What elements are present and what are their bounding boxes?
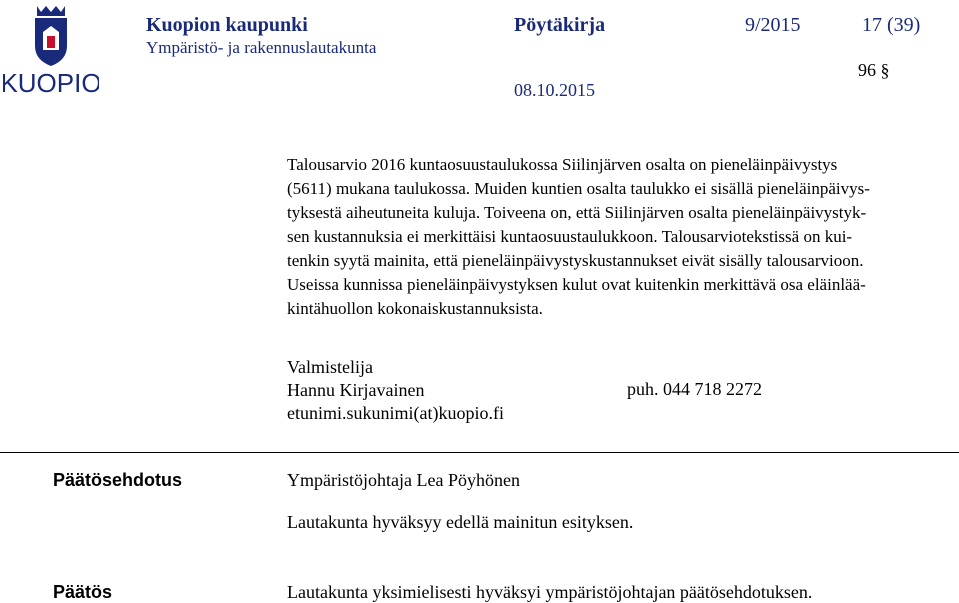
section-number: 96 § <box>858 60 890 80</box>
preparer-name: Hannu Kirjavainen <box>287 380 425 400</box>
decision-label: Päätös <box>53 582 113 602</box>
document-type: Pöytäkirja <box>514 14 606 36</box>
preparer-block <box>287 356 504 425</box>
page-number: 17 (39) <box>862 14 921 36</box>
body-line: Talousarvio 2016 kuntaosuustaulukossa Siilinjärven osalta on pieneläinpäivystys <box>287 155 838 174</box>
body-line: kintähuollon kokonaiskustannuksista. <box>287 299 543 318</box>
proposal-proposer: Ympäristöjohtaja Lea Pöyhönen <box>287 470 520 490</box>
organization-name: Kuopion kaupunki <box>146 14 308 36</box>
preparer-email: etunimi.sukunimi(at)kuopio.fi <box>287 403 504 423</box>
kuopio-logo <box>3 2 99 98</box>
meeting-date: 08.10.2015 <box>514 80 595 100</box>
body-line: tenkin syytä mainita, että pieneläinpäivystyskustannukset eivät sisälly talousarvioon. <box>287 251 864 270</box>
body-line: tyksestä aiheutuneita kuluja. Toiveena on, että Siilinjärven osalta pieneläinpäivystyk- <box>287 203 867 222</box>
body-line: Useissa kunnissa pieneläinpäivystyksen kulut ovat kuitenkin merkittävä osa eläinlää- <box>287 275 866 294</box>
preparer-heading: Valmistelija <box>287 357 373 377</box>
body-line: (5611) mukana taulukossa. Muiden kuntien osalta taulukko ei sisällä pieneläinpäivys- <box>287 179 870 198</box>
body-line: sen kustannuksia ei merkittäisi kuntaosuustaulukkoon. Talousarviotekstissä on kui- <box>287 227 853 246</box>
department-name: Ympäristö- ja rakennuslautakunta <box>146 38 377 57</box>
svg-text:KUOPIO: KUOPIO <box>3 68 99 98</box>
body-paragraph <box>287 153 957 321</box>
proposal-label: Päätösehdotus <box>53 470 183 490</box>
coat-of-arms-icon <box>3 2 99 98</box>
preparer-phone: puh. 044 718 2272 <box>627 379 762 399</box>
document-number: 9/2015 <box>745 14 801 36</box>
section-divider <box>0 452 959 453</box>
decision-text: Lautakunta yksimielisesti hyväksyi ympäristöjohtajan päätösehdotuksen. <box>287 582 813 602</box>
proposal-text: Lautakunta hyväksyy edellä mainitun esityksen. <box>287 512 634 532</box>
